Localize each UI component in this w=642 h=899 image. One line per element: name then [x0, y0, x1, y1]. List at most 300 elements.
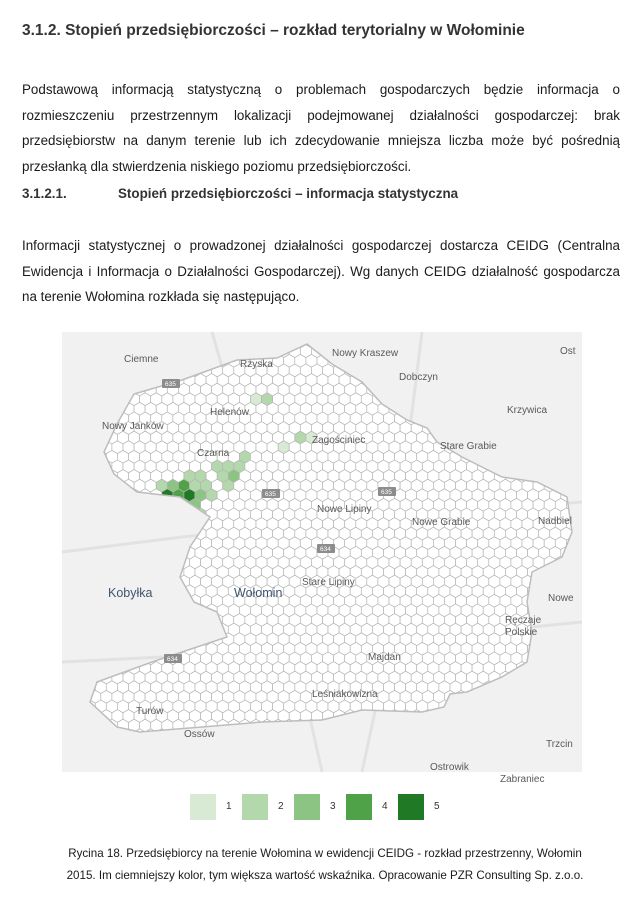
hex-cell — [45, 671, 56, 684]
hex-cell — [79, 422, 90, 435]
hex-cell — [583, 623, 594, 636]
hex-cell — [90, 364, 101, 377]
hex-cell — [57, 364, 68, 377]
hex-cell — [284, 758, 295, 771]
hex-cell — [378, 326, 389, 339]
hex-cell — [73, 527, 84, 540]
hex-cell — [68, 748, 79, 761]
hex-cell — [57, 441, 68, 454]
hex-cell — [456, 364, 467, 377]
hex-cell — [550, 431, 561, 444]
hex-cell — [106, 393, 117, 406]
hex-cell — [528, 662, 539, 675]
hex-cell — [323, 326, 334, 339]
hex-cell — [134, 326, 145, 339]
hex-cell — [583, 585, 594, 598]
hex-cell — [123, 364, 134, 377]
hex-cell — [472, 700, 483, 713]
hex-cell — [117, 316, 128, 329]
place-nadbiel: Nadbiel — [538, 516, 572, 527]
hex-cell — [145, 633, 156, 646]
hex-cell — [500, 345, 511, 358]
hex-cell — [566, 460, 577, 473]
hex-cell — [84, 450, 95, 463]
hex-cell — [439, 719, 450, 732]
hex-cell — [201, 345, 212, 358]
hex-cell — [195, 335, 206, 348]
hex-cell — [550, 316, 561, 329]
place-nowe: Nowe — [548, 593, 574, 604]
hex-cell — [472, 412, 483, 425]
hex-cell — [156, 556, 167, 569]
hex-cell — [145, 556, 156, 569]
hex-cell — [62, 681, 73, 694]
hex-cell — [134, 614, 145, 627]
hex-cell — [561, 662, 572, 675]
hex-cell — [472, 719, 483, 732]
hex-cell — [106, 508, 117, 521]
hex-cell — [190, 326, 201, 339]
hex-cell — [350, 316, 361, 329]
hex-cell — [433, 748, 444, 761]
hex-cell — [456, 345, 467, 358]
road-badge-635c — [378, 487, 396, 496]
hex-cell — [533, 710, 544, 723]
hex-cell — [68, 326, 79, 339]
hex-cell — [156, 748, 167, 761]
hex-cell — [422, 729, 433, 742]
hex-cell — [228, 738, 239, 751]
hex-cell — [439, 354, 450, 367]
hex-cell — [256, 326, 267, 339]
hex-cell — [167, 594, 178, 607]
map-figure — [62, 332, 582, 785]
hex-cell — [79, 671, 90, 684]
hex-cell — [511, 422, 522, 435]
hex-cell — [378, 364, 389, 377]
hex-cell — [550, 450, 561, 463]
hex-cell — [84, 470, 95, 483]
hex-cell — [578, 710, 589, 723]
hex-cell — [533, 364, 544, 377]
hex-cell — [533, 594, 544, 607]
hex-cell — [195, 623, 206, 636]
hex-cell — [323, 710, 334, 723]
place-nowe-lipiny: Nowe Lipiny — [317, 504, 372, 515]
hex-cell — [101, 479, 112, 492]
hex-cell — [566, 652, 577, 665]
hex-cell — [79, 729, 90, 742]
place-ost: Ost — [560, 346, 576, 357]
hex-cell — [478, 690, 489, 703]
hex-cell — [167, 614, 178, 627]
hex-cell — [561, 566, 572, 579]
hex-cell — [522, 671, 533, 684]
hex-cell — [422, 326, 433, 339]
hex-cell — [73, 642, 84, 655]
hex-cell — [156, 498, 167, 511]
hex-cell — [494, 374, 505, 387]
hex-cell — [550, 681, 561, 694]
hex-cell — [522, 364, 533, 377]
hex-cell — [461, 700, 472, 713]
hex-cell — [117, 719, 128, 732]
hex-cell — [184, 316, 195, 329]
hex-cell — [500, 441, 511, 454]
hex-cell — [129, 508, 140, 521]
hex-cell — [278, 326, 289, 339]
hex-cell — [84, 662, 95, 675]
hex-cell — [68, 690, 79, 703]
hex-cell — [522, 460, 533, 473]
hex-cell — [539, 470, 550, 483]
hex-cell — [528, 316, 539, 329]
hex-cell — [51, 719, 62, 732]
hex-cell — [539, 700, 550, 713]
place-stare-grabie: Stare Grabie — [440, 441, 497, 452]
hex-cell — [62, 566, 73, 579]
hex-cell — [84, 585, 95, 598]
hex-cell — [106, 546, 117, 559]
hex-cell — [522, 748, 533, 761]
hex-cell — [173, 585, 184, 598]
hex-cell — [444, 710, 455, 723]
hex-cell — [544, 690, 555, 703]
hex-cell — [444, 383, 455, 396]
hex-cell — [367, 364, 378, 377]
hex-cell — [400, 748, 411, 761]
hex-cell — [73, 738, 84, 751]
hex-cell — [500, 710, 511, 723]
hex-cell — [505, 681, 516, 694]
hex-cell — [450, 393, 461, 406]
hex-cell — [151, 623, 162, 636]
hex-cell — [278, 748, 289, 761]
caption-line-1: Rycina 18. Przedsiębiorcy na terenie Wołomina w ewidencji CEIDG - rozkład przestrzenny, Wołomin — [68, 847, 582, 860]
hex-cell — [123, 383, 134, 396]
hex-cell — [106, 489, 117, 502]
hex-cell — [73, 354, 84, 367]
hex-cell — [57, 748, 68, 761]
hex-cell — [450, 316, 461, 329]
hex-cell — [555, 690, 566, 703]
hex-cell — [123, 326, 134, 339]
hex-cell — [106, 374, 117, 387]
hex-cell — [45, 326, 56, 339]
hex-cell — [544, 652, 555, 665]
hex-cell — [472, 393, 483, 406]
hex-cell — [533, 345, 544, 358]
hex-cell — [217, 335, 228, 348]
hex-cell — [395, 719, 406, 732]
place-majdan: Majdan — [368, 652, 401, 663]
hex-cell — [295, 738, 306, 751]
hex-cell — [57, 460, 68, 473]
hex-cell — [90, 345, 101, 358]
hex-cell — [45, 498, 56, 511]
hex-cell — [439, 335, 450, 348]
hex-cell — [583, 527, 594, 540]
hex-cell — [472, 316, 483, 329]
hex-cell — [112, 556, 123, 569]
hex-cell — [467, 402, 478, 415]
hex-cell — [79, 402, 90, 415]
svg-text:635: 635 — [165, 381, 176, 388]
hex-cell — [262, 335, 273, 348]
hex-cell — [550, 642, 561, 655]
place-nowy-kraszew: Nowy Kraszew — [332, 348, 399, 359]
hex-cell — [533, 690, 544, 703]
hex-cell — [417, 719, 428, 732]
hex-cell — [511, 345, 522, 358]
hex-cell — [505, 393, 516, 406]
hex-cell — [95, 662, 106, 675]
hex-cell — [384, 758, 395, 771]
hex-cell — [522, 422, 533, 435]
hex-cell — [566, 633, 577, 646]
hex-cell — [483, 354, 494, 367]
hex-cell — [528, 738, 539, 751]
hex-cell — [167, 345, 178, 358]
hex-cell — [533, 441, 544, 454]
place-wolomin: Wołomin — [234, 586, 283, 600]
hex-cell — [184, 623, 195, 636]
hex-cell — [550, 374, 561, 387]
hex-cell — [62, 412, 73, 425]
hex-cell — [517, 681, 528, 694]
legend-label-2: 2 — [278, 801, 284, 812]
hex-cell — [467, 422, 478, 435]
hex-cell — [395, 335, 406, 348]
hex-cell — [450, 738, 461, 751]
hex-cell — [84, 335, 95, 348]
hex-cell — [339, 335, 350, 348]
hex-cell — [489, 364, 500, 377]
hex-cell — [578, 671, 589, 684]
hex-cell — [156, 575, 167, 588]
hex-cell — [345, 729, 356, 742]
hex-cell — [384, 374, 395, 387]
hex-cell — [561, 450, 572, 463]
hex-cell — [90, 575, 101, 588]
legend-swatch-2 — [242, 794, 268, 820]
hex-cell — [250, 316, 261, 329]
hex-cell — [578, 383, 589, 396]
hex-cell — [528, 719, 539, 732]
hex-cell — [45, 556, 56, 569]
hex-cell — [51, 738, 62, 751]
hex-cell — [101, 364, 112, 377]
hex-cell — [444, 729, 455, 742]
legend-swatch-4 — [346, 794, 372, 820]
hex-cell — [578, 652, 589, 665]
hex-cell — [117, 508, 128, 521]
hex-cell — [156, 614, 167, 627]
hex-cell — [62, 450, 73, 463]
hex-cell — [500, 383, 511, 396]
hex-cell — [45, 537, 56, 550]
hex-cell — [555, 441, 566, 454]
hex-cell — [583, 738, 594, 751]
hex-cell — [62, 758, 73, 771]
hex-cell — [250, 719, 261, 732]
subsection-title: Stopień przedsiębiorczości – informacja statystyczna — [118, 186, 459, 201]
hex-cell — [444, 345, 455, 358]
hex-cell — [156, 364, 167, 377]
hex-cell — [467, 690, 478, 703]
hex-cell — [544, 460, 555, 473]
hex-cell — [162, 508, 173, 521]
hex-cell — [223, 729, 234, 742]
hex-cell — [411, 729, 422, 742]
hex-cell — [478, 748, 489, 761]
hex-cell — [550, 758, 561, 771]
hex-cell — [566, 364, 577, 377]
hex-cell — [101, 402, 112, 415]
hex-cell — [95, 642, 106, 655]
hex-cell — [478, 326, 489, 339]
hex-cell — [505, 719, 516, 732]
hex-cell — [278, 729, 289, 742]
hex-cell — [517, 738, 528, 751]
hex-cell — [306, 758, 317, 771]
hex-cell — [190, 518, 201, 531]
hex-cell — [517, 374, 528, 387]
hex-cell — [578, 498, 589, 511]
hex-cell — [79, 364, 90, 377]
hex-cell — [57, 479, 68, 492]
hex-cell — [444, 748, 455, 761]
place-polskie: Polskie — [505, 627, 538, 638]
hex-cell — [140, 546, 151, 559]
hex-cell — [472, 354, 483, 367]
hex-cell — [544, 345, 555, 358]
hex-cell — [583, 374, 594, 387]
hex-cell — [51, 604, 62, 617]
hex-cell — [250, 738, 261, 751]
hex-cell — [84, 623, 95, 636]
hex-cell — [90, 518, 101, 531]
hex-cell — [572, 431, 583, 444]
hex-cell — [95, 719, 106, 732]
hex-cell — [117, 566, 128, 579]
hex-cell — [45, 748, 56, 761]
hex-cell — [572, 604, 583, 617]
hex-cell — [561, 681, 572, 694]
hex-cell — [578, 594, 589, 607]
hex-cell — [472, 738, 483, 751]
hex-cell — [62, 662, 73, 675]
hex-cell — [555, 383, 566, 396]
hex-cell — [73, 470, 84, 483]
hex-cell — [167, 748, 178, 761]
hex-cell — [528, 393, 539, 406]
figure-caption — [30, 843, 620, 887]
hex-cell — [51, 393, 62, 406]
hex-cell — [250, 758, 261, 771]
hex-cell — [57, 729, 68, 742]
hex-cell — [162, 335, 173, 348]
hex-cell — [273, 758, 284, 771]
hex-cell — [151, 604, 162, 617]
hex-cell — [51, 470, 62, 483]
hex-cell — [57, 422, 68, 435]
hex-cell — [68, 556, 79, 569]
hex-cell — [145, 498, 156, 511]
hex-cell — [73, 700, 84, 713]
hex-cell — [583, 642, 594, 655]
hex-cell — [57, 671, 68, 684]
hex-cell — [173, 738, 184, 751]
hex-cell — [62, 623, 73, 636]
place-czarna: Czarna — [197, 448, 230, 459]
hex-cell — [73, 623, 84, 636]
hex-cell — [95, 508, 106, 521]
hex-cell — [145, 537, 156, 550]
hex-cell — [550, 719, 561, 732]
hex-cell — [95, 316, 106, 329]
hex-cell — [511, 671, 522, 684]
hex-cell — [311, 326, 322, 339]
hex-cell — [201, 748, 212, 761]
hex-cell — [62, 335, 73, 348]
hex-cell — [123, 498, 134, 511]
hex-cell — [239, 316, 250, 329]
hex-cell — [566, 326, 577, 339]
hex-cell — [456, 710, 467, 723]
hex-cell — [173, 354, 184, 367]
hex-cell — [456, 748, 467, 761]
hex-cell — [84, 412, 95, 425]
hex-cell — [84, 642, 95, 655]
hex-cell — [561, 642, 572, 655]
hex-cell — [494, 700, 505, 713]
hex-cell — [439, 412, 450, 425]
hex-cell — [583, 412, 594, 425]
hex-cell — [478, 345, 489, 358]
hex-cell — [68, 633, 79, 646]
hex-cell — [428, 393, 439, 406]
hex-cell — [544, 383, 555, 396]
road-badge-634b — [164, 654, 182, 663]
hex-cell — [95, 431, 106, 444]
hex-cell — [306, 316, 317, 329]
hex-cell — [73, 719, 84, 732]
place-dobczyn: Dobczyn — [399, 372, 438, 383]
svg-text:634: 634 — [320, 546, 331, 553]
hex-cell — [417, 758, 428, 771]
legend-label-4: 4 — [382, 801, 388, 812]
place-kobylka: Kobyłka — [108, 586, 153, 600]
hex-cell — [117, 738, 128, 751]
hex-cell — [550, 412, 561, 425]
hex-cell — [273, 738, 284, 751]
hex-cell — [572, 374, 583, 387]
hex-cell — [45, 345, 56, 358]
hex-cell — [190, 633, 201, 646]
hex-cell — [84, 393, 95, 406]
hex-cell — [339, 316, 350, 329]
hex-cell — [406, 738, 417, 751]
hex-cell — [112, 518, 123, 531]
hex-cell — [550, 700, 561, 713]
hex-cell — [456, 326, 467, 339]
place-zagosciniec: Zagościniec — [312, 435, 366, 446]
hex-cell — [300, 729, 311, 742]
hex-cell — [578, 326, 589, 339]
hex-cell — [572, 412, 583, 425]
hex-cell — [73, 489, 84, 502]
